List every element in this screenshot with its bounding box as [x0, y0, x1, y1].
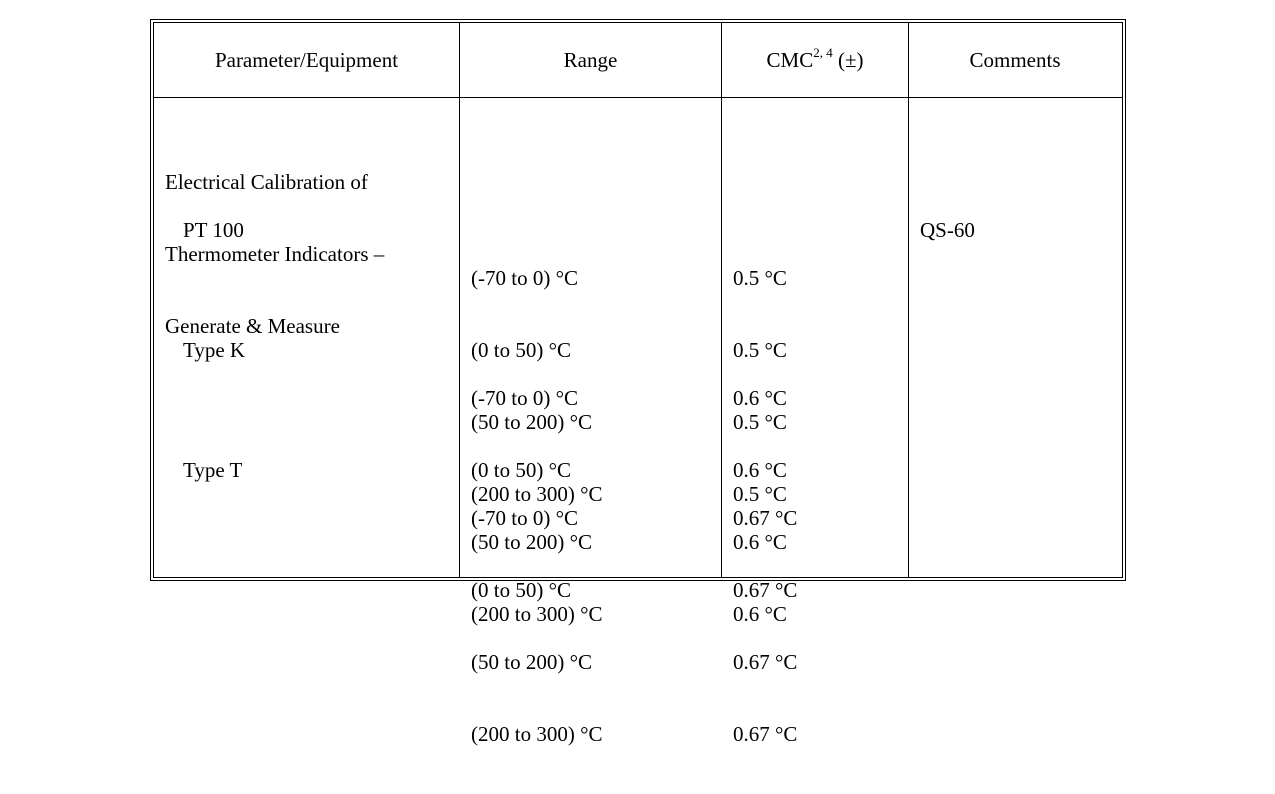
column-divider [908, 23, 909, 577]
cmc-value: 0.67 °C [733, 650, 798, 674]
range-value: (-70 to 0) °C [471, 386, 578, 410]
range-value: (0 to 50) °C [471, 338, 571, 362]
equipment-name-pt100: PT 100 [183, 218, 244, 242]
range-value: (0 to 50) °C [471, 578, 571, 602]
section-title-line: Generate & Measure [165, 314, 340, 338]
comment-pt100: QS-60 [920, 218, 975, 242]
header-cmc [722, 23, 908, 97]
range-value: (50 to 200) °C [471, 410, 592, 434]
range-value: (50 to 200) °C [471, 530, 592, 554]
header-divider [154, 97, 1122, 98]
header-comments [909, 23, 1121, 97]
equipment-name-type-k: Type K [183, 338, 246, 362]
section-title-line: Thermometer Indicators – [165, 242, 385, 266]
cmc-value: 0.5 °C [733, 482, 787, 506]
range-value: (50 to 200) °C [471, 650, 592, 674]
section-title-line: Electrical Calibration of [165, 170, 368, 194]
cmc-footnote: 2, 4 [813, 44, 833, 60]
range-value: (-70 to 0) °C [471, 266, 578, 290]
column-divider [459, 23, 460, 577]
range-value: (0 to 50) °C [471, 458, 571, 482]
range-value: (200 to 300) °C [471, 602, 603, 626]
cmc-value: 0.67 °C [733, 578, 798, 602]
cmc-text: CMC [766, 47, 814, 72]
column-divider [721, 23, 722, 577]
cmc-value: 0.6 °C [733, 458, 787, 482]
cmc-list-type-t [733, 458, 797, 794]
cmc-value: 0.6 °C [733, 602, 787, 626]
cmc-value: 0.5 °C [733, 410, 787, 434]
calibration-table [150, 19, 1126, 746]
cmc-value: 0.67 °C [733, 722, 798, 746]
header-parameter-label: Parameter/Equipment [214, 47, 399, 72]
cmc-value: 0.67 °C [733, 506, 798, 530]
equipment-name-type-t: Type T [183, 458, 243, 482]
range-list-type-t [471, 458, 602, 794]
header-comments-label: Comments [969, 47, 1061, 72]
header-parameter [154, 23, 459, 97]
cmc-value: 0.5 °C [733, 338, 787, 362]
range-value: (200 to 300) °C [471, 722, 603, 746]
range-value: (200 to 300) °C [471, 482, 603, 506]
header-range-label: Range [563, 47, 618, 72]
header-cmc-label [766, 44, 864, 73]
cmc-value: 0.6 °C [733, 386, 787, 410]
cmc-value: 0.5 °C [733, 266, 787, 290]
cmc-suffix: (±) [832, 47, 864, 72]
table-inner-border [153, 22, 1123, 746]
range-value: (-70 to 0) °C [471, 506, 578, 530]
cmc-value: 0.6 °C [733, 530, 787, 554]
header-range [460, 23, 721, 97]
